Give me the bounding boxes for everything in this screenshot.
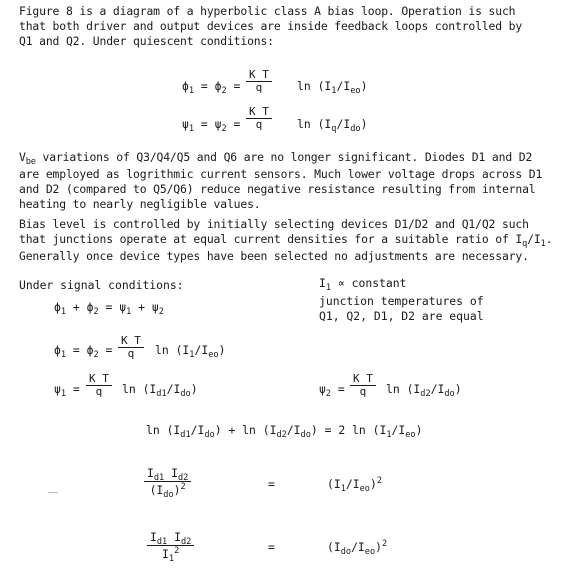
eq6-ln-mid: /I: [430, 382, 445, 396]
eq4-sub2: 2: [93, 350, 99, 360]
eq3-plus-phi2: + ϕ: [66, 300, 94, 314]
eq6-equals: =: [331, 382, 345, 396]
eq3-sub3: 1: [126, 307, 132, 317]
eq8-num-sub2: d2: [177, 473, 189, 483]
intro-paragraph: [19, 4, 522, 49]
eq8-den-close: ): [173, 483, 181, 497]
eq5-ln: ln (I: [122, 382, 157, 396]
eq9-den-sub: 1: [168, 554, 175, 564]
eq9-num-sub2: d2: [180, 537, 192, 547]
eq9-rhs-a: (I: [327, 540, 341, 554]
eq6-sub1: 2: [325, 389, 332, 399]
bias-line-2: [19, 232, 552, 249]
eq1-equals: =: [226, 79, 241, 93]
eq9-equals: =: [268, 540, 275, 554]
eq2-sub2: 2: [221, 124, 227, 134]
signal-temp-line-2: Q1, Q2, D1, D2 are equal: [319, 309, 484, 323]
eq2-ln-sub1: q: [331, 124, 337, 134]
eq5-lhs: ψ: [54, 382, 61, 396]
eq6-denominator: q: [350, 385, 376, 398]
eq4-numerator: K T: [121, 334, 141, 347]
eq9-den-i: I: [162, 547, 169, 561]
eq9-rhs-b: /I: [351, 540, 365, 554]
eq3-phi1: ϕ: [54, 300, 61, 314]
signal-constant-text: ∝ constant: [331, 276, 407, 290]
eq2-numerator: K T: [249, 105, 269, 118]
eq9-den-sup: 2: [174, 546, 180, 556]
eq1-ln-sub1: 1: [331, 86, 337, 96]
eq9-rhs-sub1: do: [340, 547, 352, 557]
eq9-fraction: [147, 531, 194, 562]
eq2-denominator: q: [246, 118, 272, 131]
vbe-line-2: are employed as logrithmic current sensors. Much lower voltage drops across D1: [19, 167, 543, 181]
eq9-num-i2: I: [167, 530, 181, 544]
eq8-rhs: [327, 478, 382, 493]
eq8-num-sub1: d1: [153, 473, 165, 483]
bias-line-1: Bias level is controlled by initially selecting devices D1/D2 and Q1/Q2 such: [19, 217, 529, 231]
eq3-sub1: 1: [60, 307, 67, 317]
eq6-ln: ln (I: [386, 382, 421, 396]
eq7-part-a: ln (I: [146, 423, 181, 437]
eq9-rhs-sub2: eo: [364, 547, 376, 557]
eq9-num-sub1: d1: [156, 537, 168, 547]
eq9-num-i1: I: [150, 530, 157, 544]
eq4-ln-sub2: eo: [208, 350, 219, 360]
signal-constant: [319, 277, 406, 292]
eq4-mid: = ϕ: [66, 343, 94, 357]
eq7-sub-d: do: [300, 430, 311, 440]
eq8-rhs-b: /I: [345, 477, 360, 491]
eq8-rhs-c: ): [369, 477, 377, 491]
signal-label: Under signal conditions:: [19, 278, 184, 292]
eq4-ln-mid: /I: [194, 343, 209, 357]
eq2-sub1: 1: [188, 124, 195, 134]
eq8-den-sup: 2: [180, 482, 186, 492]
eq7-sub-e: 1: [386, 430, 392, 440]
eq4-fraction: [118, 335, 144, 360]
intro-line-2: that both driver and output devices are inside feedback loops controlled by: [19, 19, 523, 33]
eq5-numerator: K T: [89, 372, 109, 385]
eq1-ln-mid: /I: [336, 79, 351, 93]
eq1-sub2: 2: [221, 86, 227, 96]
eq6-numerator: K T: [353, 372, 373, 385]
vbe-paragraph: [19, 150, 542, 212]
eq8-num-i2: I: [164, 466, 178, 480]
vbe-line-4: heating to nearly negligible values.: [19, 197, 261, 211]
bias-line-2-text: that junctions operate at equal current densities for a suitable ratio of I: [19, 232, 523, 246]
bias-ratio-mid: /I: [527, 232, 541, 246]
eq7-part-d: /I: [286, 423, 301, 437]
bias-ratio-end: .: [545, 232, 553, 246]
eq4-ln: ln (I: [155, 343, 190, 357]
eq5-sub1: 1: [60, 389, 67, 399]
eq8-den-i: (I: [149, 483, 164, 497]
bias-ratio-sub1: q: [522, 239, 528, 249]
eq1-mid: = ϕ: [194, 79, 222, 93]
eq5-ln-sub2: do: [180, 389, 191, 399]
eq6-fraction: [350, 373, 376, 398]
eq8-denominator: [144, 481, 191, 498]
eq6-ln-end: ): [454, 382, 462, 396]
eq5-equals: =: [66, 382, 80, 396]
vbe-subscript: be: [25, 157, 36, 167]
eq8-equals: =: [268, 477, 275, 491]
eq3-sub4: 2: [158, 307, 164, 317]
eq7-part-g: ): [415, 423, 423, 437]
eq8-rhs-sub2: eo: [359, 484, 370, 494]
eq5-ln-end: ): [190, 382, 198, 396]
eq2-fraction: [246, 106, 272, 131]
eq8-numerator: [144, 467, 191, 481]
vbe-line-3: and D2 (compared to Q5/Q6) reduce negative resistance resulting from internal: [19, 182, 536, 196]
eq4-equals: =: [98, 343, 113, 357]
bias-paragraph: [19, 217, 552, 264]
eq2-ln-end: ): [360, 117, 368, 131]
eq8-rhs-sup: 2: [376, 476, 383, 486]
eq8-rhs-a: (I: [327, 477, 341, 491]
eq2-mid: = ψ: [194, 117, 222, 131]
vbe-v: V: [19, 150, 26, 164]
eq3-equals-psi1: = ψ: [98, 300, 127, 314]
eq2-lhs: ψ: [182, 117, 189, 131]
signal-constant-sub: 1: [325, 283, 332, 293]
eq1-numerator: K T: [249, 68, 269, 81]
eq7-part-f: /I: [391, 423, 406, 437]
eq5-ln-sub1: d1: [156, 389, 167, 399]
eq8-num-i1: I: [147, 466, 154, 480]
eq6-ln-sub1: d2: [420, 389, 431, 399]
eq9-denominator: [147, 545, 194, 562]
eq7-part-b: /I: [190, 423, 205, 437]
eq1-ln: ln (I: [297, 79, 332, 93]
eq9-rhs-c: ): [375, 540, 383, 554]
intro-line-1: Figure 8 is a diagram of a hyperbolic class A bias loop. Operation is such: [19, 4, 516, 18]
eq4-denominator: q: [118, 347, 144, 360]
eq1-denominator: q: [246, 81, 272, 94]
vbe-line-1-text: variations of Q3/Q4/Q5 and Q6 are no longer significant. Diodes D1 and D2: [35, 150, 533, 164]
eq7-sub-b: do: [204, 430, 215, 440]
eq4-ln-end: ): [218, 343, 226, 357]
eq7-sub-f: eo: [405, 430, 416, 440]
eq1-ln-end: ): [360, 79, 368, 93]
eq7-part-c: ) + ln (I: [214, 423, 277, 437]
eq4-sub1: 1: [60, 350, 67, 360]
eq3-sub2: 2: [93, 307, 99, 317]
eq9-numerator: [147, 531, 194, 545]
signal-temp-line-1: junction temperatures of: [319, 294, 484, 308]
eq2-ln-sub2: do: [350, 124, 361, 134]
equation-sum-phi-psi: [54, 301, 164, 316]
eq1-ln-sub2: eo: [350, 86, 361, 96]
eq5-fraction: [86, 373, 112, 398]
eq9-rhs: [327, 541, 387, 556]
eq6-lhs: ψ: [319, 382, 326, 396]
bias-line-3: Generally once device types have been selected no adjustments are necessary.: [19, 249, 529, 263]
eq8-fraction: [144, 467, 191, 498]
bias-ratio-sub2: 1: [540, 239, 546, 249]
eq1-fraction: [246, 69, 272, 94]
vbe-line-1: [19, 150, 542, 167]
eq8-rhs-sub1: 1: [340, 484, 346, 494]
eq2-equals: =: [226, 117, 241, 131]
eq6-ln-sub2: do: [444, 389, 455, 399]
eq4-lhs: ϕ: [54, 343, 61, 357]
intro-line-3: Q1 and Q2. Under quiescent conditions:: [19, 34, 274, 48]
eq1-sub1: 1: [188, 86, 195, 96]
eq3-plus-psi2: + ψ: [131, 300, 159, 314]
eq7-sub-a: d1: [180, 430, 191, 440]
eq5-denominator: q: [86, 385, 112, 398]
eq8-den-sub: do: [163, 490, 174, 500]
equation-log-sum: [146, 424, 422, 439]
eq5-ln-mid: /I: [166, 382, 181, 396]
stray-mark: [48, 492, 58, 493]
eq7-part-e: ) = 2 ln (I: [310, 423, 387, 437]
eq7-sub-c: d2: [276, 430, 287, 440]
eq4-ln-sub1: 1: [189, 350, 195, 360]
eq1-lhs: ϕ: [182, 79, 189, 93]
signal-constant-i: I: [319, 276, 326, 290]
eq9-rhs-sup: 2: [382, 539, 388, 549]
eq2-ln: ln (I: [297, 117, 332, 131]
eq2-ln-mid: /I: [336, 117, 351, 131]
